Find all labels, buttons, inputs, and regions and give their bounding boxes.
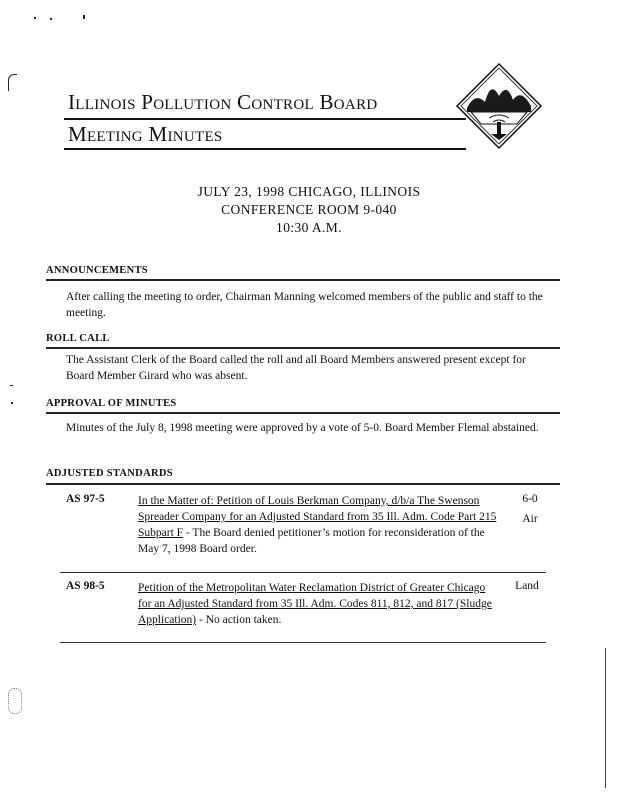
title-divider [64, 148, 466, 150]
case-title-link: In the Matter of: Petition of Louis Berkman Company, d/b/a The Swenson Spreader Company for an Adjusted Standard from 35 Ill. Adm. Code Part 215 Subpart F [138, 495, 497, 539]
case-category: Air [522, 513, 538, 525]
scan-edge-line [605, 648, 606, 788]
scan-bracket [8, 74, 17, 91]
row-divider [60, 572, 546, 573]
scan-mark [11, 402, 13, 404]
section-divider [46, 347, 560, 349]
section-divider [46, 412, 560, 414]
scan-smudge [8, 688, 22, 714]
meeting-room: CONFERENCE ROOM 9-040 [221, 202, 397, 217]
case-action: - The Board denied petitioner’s motion for reconsideration of the May 7, 1998 Board order. [138, 527, 485, 555]
board-logo-icon [455, 62, 543, 150]
page-subtitle: Meeting Minutes [68, 122, 223, 146]
section-heading-announcements: ANNOUNCEMENTS [46, 265, 148, 276]
case-description [138, 493, 498, 557]
scan-mark [34, 17, 36, 19]
section-heading-adjusted-standards: ADJUSTED STANDARDS [46, 468, 173, 479]
section-divider [46, 279, 560, 281]
announcements-text: After calling the meeting to order, Chairman Manning welcomed members of the public and staff to the meeting. [66, 291, 543, 319]
section-heading-roll-call: ROLL CALL [46, 333, 110, 344]
scan-mark [10, 385, 13, 386]
case-number: AS 98-5 [66, 580, 105, 592]
scan-mark [83, 15, 85, 19]
case-vote: 6-0 [522, 493, 538, 505]
case-title-link: Petition of the Metropolitan Water Reclamation District of Greater Chicago for an Adjusted Standard from 35 Ill. Adm. Codes 811, 812, and 817 (Sludge Application) [138, 582, 492, 626]
case-description [138, 580, 498, 628]
case-number: AS 97-5 [66, 493, 105, 505]
case-category: Land [515, 580, 539, 592]
case-action: - No action taken. [196, 614, 282, 626]
row-divider [60, 642, 546, 643]
roll-call-text: The Assistant Clerk of the Board called the roll and all Board Members answered present except for Board Member Girard who was absent. [66, 354, 526, 382]
title-divider [64, 118, 466, 120]
section-divider [46, 483, 560, 485]
approval-text: Minutes of the July 8, 1998 meeting were approved by a vote of 5-0. Board Member Flemal abstained. [66, 422, 539, 434]
meeting-time: 10:30 A.M. [276, 220, 342, 235]
section-heading-approval: APPROVAL OF MINUTES [46, 398, 177, 409]
page-title: Illinois Pollution Control Board [68, 90, 378, 114]
meeting-date-location: JULY 23, 1998 CHICAGO, ILLINOIS [197, 184, 421, 199]
scan-mark [50, 18, 52, 20]
